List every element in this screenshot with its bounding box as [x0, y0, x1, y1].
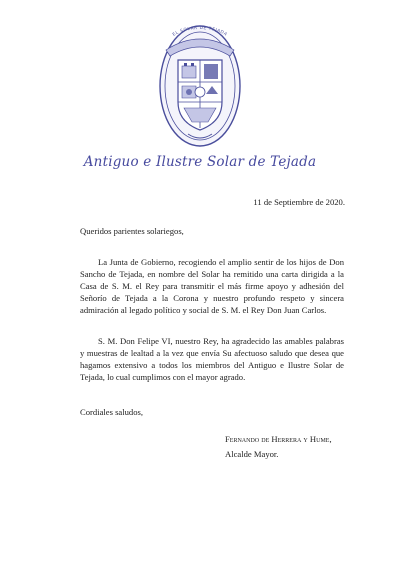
- letterhead-motto: Antiguo e Ilustre Solar de Tejada: [83, 154, 317, 170]
- signer-role: Alcalde Mayor.: [225, 449, 279, 459]
- letter-closing: Cordiales saludos,: [80, 407, 144, 417]
- letter-date: 11 de Septiembre de 2020.: [253, 197, 345, 207]
- signer-name: Fernando de Herrera y Hume,: [225, 434, 332, 444]
- seal-ring-text: EL SOLAR DE TEJADA: [171, 24, 229, 37]
- shield-quarter-lion: [204, 64, 218, 79]
- shield-quarter-castle: [182, 66, 196, 78]
- coat-of-arms-seal: [156, 22, 244, 150]
- letter-paragraph: La Junta de Gobierno, recogiendo el amplio sentir de los hijos de Don Sancho de Tejada, en nombre del Solar ha remitido una carta dirigida a la Casa de S. M. el Rey para transmitir el más firme apoyo y adhesión del Señorío de Tejada a la Corona y nuestro profundo respeto y sincera admiración al legado político y social de S. M. el Rey Don Juan Carlos.: [80, 257, 344, 315]
- shield-center-escutcheon: [195, 87, 205, 97]
- letter-paragraph: S. M. Don Felipe VI, nuestro Rey, ha agradecido las amables palabras y muestras de lealtad a la vez que envía Su afectuoso saludo que desea que hagamos extensivo a todos los miembros del Antiguo e Ilustre Solar de Tejada, lo cual cumplimos con el mayor agrado.: [80, 336, 344, 382]
- letter-salutation: Queridos parientes solariegos,: [80, 226, 184, 236]
